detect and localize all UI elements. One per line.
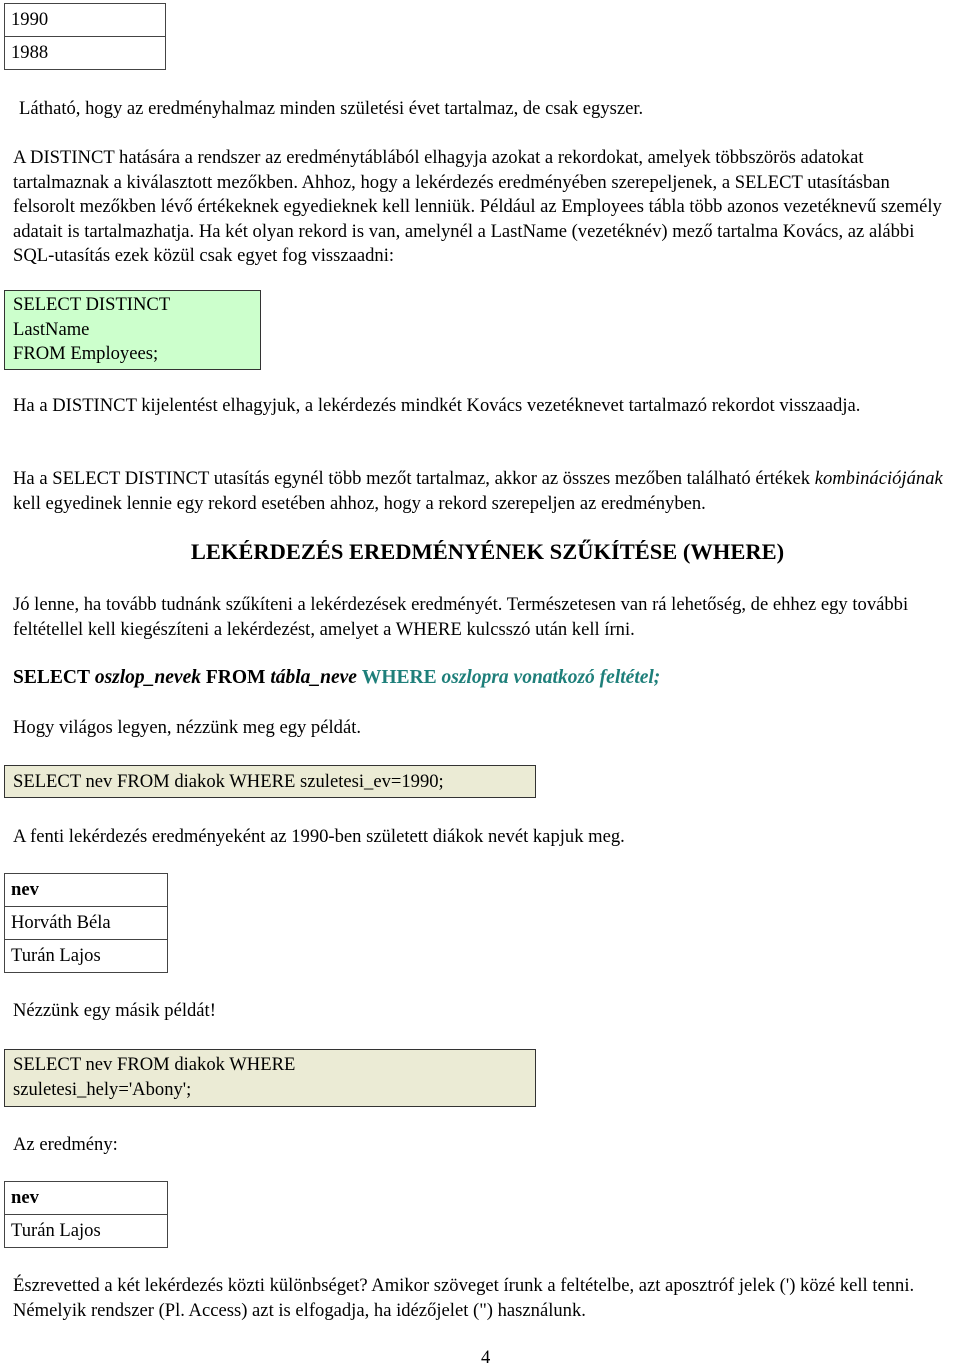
code-line: SELECT nev FROM diakok WHERE	[13, 1054, 296, 1075]
syntax-where: WHERE	[361, 667, 437, 688]
paragraph-distinct-result: Látható, hogy az eredményhalmaz minden születési évet tartalmaz, de csak egyszer.	[19, 98, 644, 119]
result-table-2	[4, 1181, 168, 1248]
section-heading: LEKÉRDEZÉS EREDMÉNYÉNEK SZŰKÍTÉSE (WHERE)	[190, 539, 785, 564]
code-line: SELECT nev FROM diakok WHERE szuletesi_ev=1990;	[13, 771, 444, 792]
table-row	[5, 1215, 168, 1248]
table-cell: Turán Lajos	[5, 1215, 168, 1248]
birth-year-table	[4, 3, 166, 70]
code-block-where-year	[4, 765, 536, 798]
syntax-columns: oszlop_nevek	[94, 667, 201, 688]
syntax-from: FROM	[205, 667, 266, 688]
paragraph-another-example: Nézzünk egy másik példát!	[13, 1000, 216, 1021]
code-line: SELECT DISTINCT	[13, 294, 171, 315]
code-block-where-place	[4, 1049, 536, 1107]
text-run: kell egyedinek lennie egy rekord esetében ahhoz, hogy a rekord szerepeljen az eredményben.	[13, 492, 706, 514]
table-cell: 1988	[5, 37, 166, 70]
paragraph-distinct-explanation: A DISTINCT hatására a rendszer az eredménytáblából elhagyja azokat a rekordokat, amelyek többszörös adatokat tartalmaznak a kiválasztott mezőkben. Ahhoz, hogy a lekérdezés eredményében szerepeljenek, a SELECT utasításban felsorolt mezőkben lévő értékeknek egyedieknek kell lenniük. Például az Employees tábla több azonos vezetéknevű személy adatait is tartalmazhatja. Ha két olyan rekord is van, amelynél a LastName (vezetéknév) mező tartalma Kovács, az alábbi SQL-utasítás ezek közül csak egyet fog visszaadni:	[13, 147, 942, 266]
table-row	[5, 37, 166, 70]
table-header-row	[5, 874, 168, 907]
paragraph-result-label: Az eredmény:	[13, 1134, 118, 1155]
table-cell: 1990	[5, 4, 166, 37]
paragraph-example-result: A fenti lekérdezés eredményeként az 1990-ben született diákok nevét kapjuk meg.	[13, 826, 625, 847]
text-run-italic: kombinációjának	[814, 468, 943, 489]
table-row	[5, 907, 168, 940]
paragraph-where-intro: Jó lenne, ha tovább tudnánk szűkíteni a lekérdezések eredményét. Természetesen van rá lehetőség, de ehhez egy további feltétellel kell kiegészíteni a lekérdezést, amelyet a WHERE kulcsszó után kell írni.	[13, 594, 909, 640]
column-header: nev	[5, 1182, 168, 1215]
paragraph-example-intro: Hogy világos legyen, nézzünk meg egy példát.	[13, 717, 362, 738]
table-row	[5, 940, 168, 973]
code-line: LastName	[13, 318, 90, 340]
table-cell: Horváth Béla	[5, 907, 168, 940]
page-number: 4	[481, 1347, 491, 1368]
paragraph-multiple-fields	[13, 467, 953, 516]
paragraph-without-distinct: Ha a DISTINCT kijelentést elhagyjuk, a lekérdezés mindkét Kovács vezetéknevet tartalmazó rekordot visszaadja.	[13, 395, 861, 416]
result-table-1	[4, 873, 168, 973]
text-run: Ha a SELECT DISTINCT utasítás egynél több mezőt tartalmaz, akkor az összes mezőben található értékek	[13, 468, 815, 489]
syntax-select: SELECT	[13, 667, 90, 688]
table-header-row	[5, 1182, 168, 1215]
table-cell: Turán Lajos	[5, 940, 168, 973]
syntax-table: tábla_neve	[270, 667, 357, 688]
column-header: nev	[5, 874, 168, 907]
code-line: FROM Employees;	[13, 343, 159, 364]
syntax-line	[13, 666, 953, 691]
syntax-condition: oszlopra vonatkozó feltétel;	[441, 667, 661, 688]
code-line: szuletesi_hely='Abony';	[13, 1078, 192, 1100]
code-block-distinct	[4, 290, 261, 370]
paragraph-difference-note: Észrevetted a két lekérdezés közti különbséget? Amikor szöveget írunk a feltételbe, azt aposztróf jelek (') közé kell tenni. Némelyik rendszer (Pl. Access) azt is elfogadja, ha idézőjelet (") használunk.	[13, 1275, 915, 1321]
table-row	[5, 4, 166, 37]
